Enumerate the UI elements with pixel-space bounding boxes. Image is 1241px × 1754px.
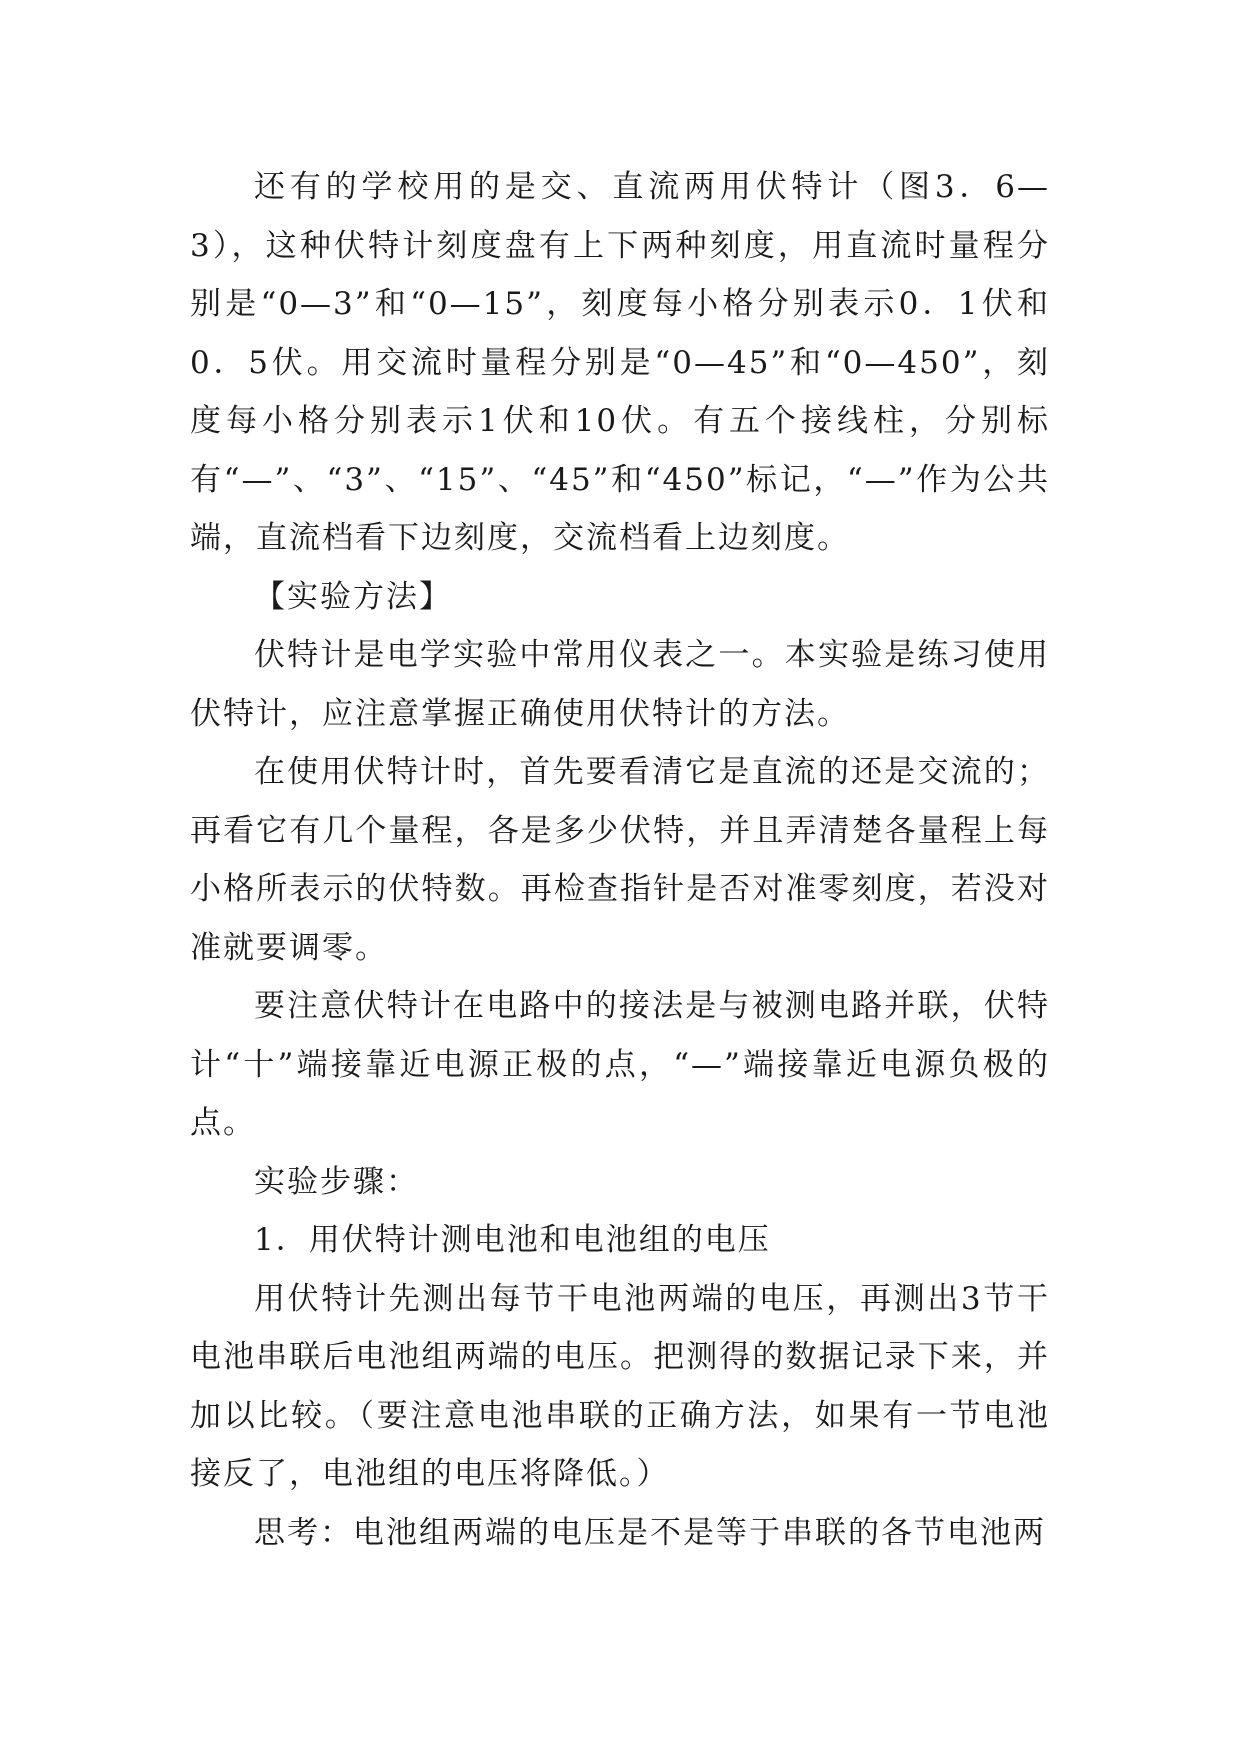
paragraph-ac-dc-voltmeter: 还有的学校用的是交、直流两用伏特计（图3．6—3），这种伏特计刻度盘有上下两种刻度，用直流时量程分别是“0—3”和“0—15”，刻度每小格分别表示0．1伏和0．5伏。用交流时量程分别是“0—45”和“0—450”，刻度每小格分别表示1伏和10伏。有五个接线柱，分别标有“—”、“3”、“15”、“45”和“450”标记，“—”作为公共端，直流档看下边刻度，交流档看上边刻度。 xyxy=(190,169,1050,556)
heading-experiment-steps: 实验步骤： xyxy=(254,1163,419,1200)
paragraph-step-1-detail: 用伏特计先测出每节干电池两端的电压，再测出3节干电池串联后电池组两端的电压。把测得的数据记录下来，并加以比较。（要注意电池串联的正确方法，如果有一节电池接反了，电池组的电压将降低。） xyxy=(190,1280,1050,1492)
paragraph-voltmeter-usage: 在使用伏特计时，首先要看清它是直流的还是交流的；再看它有几个量程，各是多少伏特，并且弄清楚各量程上每小格所表示的伏特数。再检查指针是否对准零刻度，若没对准就要调零。 xyxy=(190,754,1050,966)
paragraph-voltmeter-intro: 伏特计是电学实验中常用仪表之一。本实验是练习使用伏特计，应注意掌握正确使用伏特计的方法。 xyxy=(190,637,1050,732)
step-1-heading: 1．用伏特计测电池和电池组的电压 xyxy=(254,1222,771,1258)
document-body xyxy=(190,158,1050,1562)
paragraph-thinking-question: 思考：电池组两端的电压是不是等于串联的各节电池两 xyxy=(254,1514,1046,1551)
paragraph-connection-method: 要注意伏特计在电路中的接法是与被测电路并联，伏特计“十”端接靠近电源正极的点，“—”端接靠近电源负极的点。 xyxy=(190,988,1050,1141)
section-heading-experiment-method: 【实验方法】 xyxy=(254,578,452,615)
